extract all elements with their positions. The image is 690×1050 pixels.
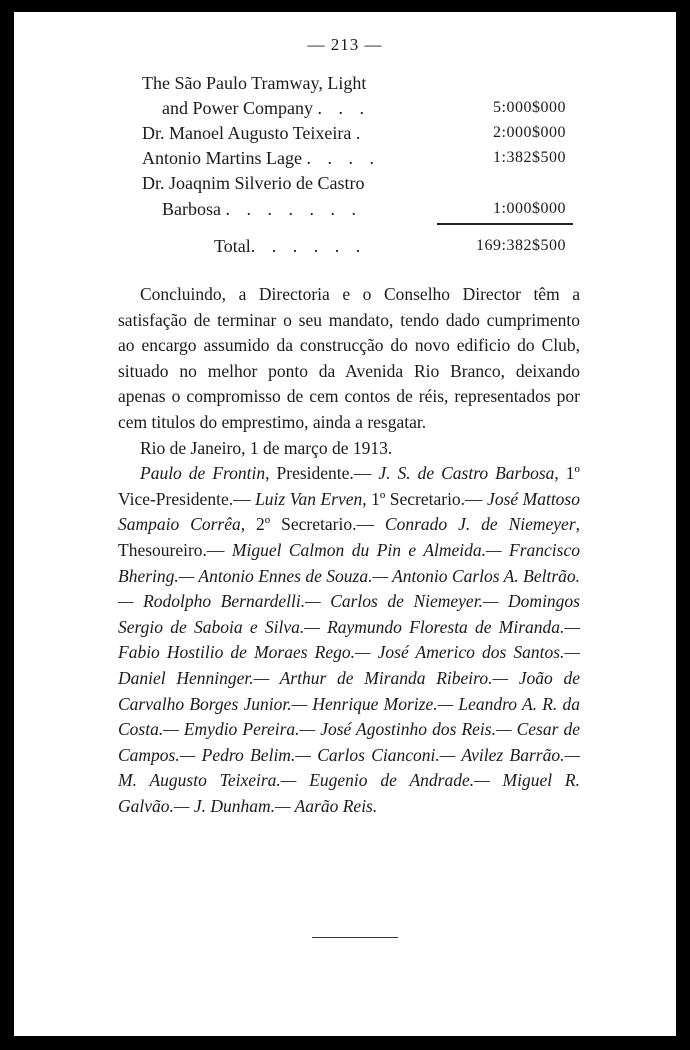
- sig-segment: , 2º Secretario.—: [240, 514, 385, 535]
- ledger-amount: 1:000$000: [493, 200, 566, 217]
- end-rule: [312, 937, 398, 938]
- ledger-row: [142, 145, 380, 171]
- ledger-name: Antonio Martins Lage: [142, 148, 302, 168]
- page-number: — 213 —: [307, 35, 383, 54]
- dateline: Rio de Janeiro, 1 de março de 1913.: [140, 437, 393, 458]
- total-amount: 169:382$500: [476, 237, 566, 254]
- sig-segment: Miguel Calmon du Pin e Almeida.— Francisco Bhering.— Antonio Ennes de Souza.— Antonio Carlos A. Beltrão.— Rodolpho Bernardelli.— Carlos de Niemeyer.— Domingos Sergio de Saboia e Silva.— Raymundo Floresta de Miranda.— Fabio Hostilio de Moraes Rego.— José Americo dos Santos.— Daniel Henninger.— Arthur de Miranda Ribeiro.— João de Carvalho Borges Junior.— Henrique Morize.— Leandro A. R. da Costa.— Emydio Pereira.— José Agostinho dos Reis.— Cesar de Campos.— Pedro Belim.— Carlos Cianconi.— Avilez Barrão.— M. Augusto Teixeira.— Eugenio de Andrade.— Miguel R. Galvão.— J. Dunham.— Aarão Reis.: [118, 539, 580, 816]
- ledger-amount: 2:000$000: [493, 124, 566, 141]
- total-row: [214, 233, 366, 259]
- signatories: [118, 461, 580, 819]
- ledger-name: Dr. Manoel Augusto Teixeira: [142, 123, 352, 143]
- ledger-name: Dr. Joaqnim Silverio de Castro: [142, 173, 365, 193]
- sig-segment: , 1º Secretario.—: [362, 488, 488, 509]
- ledger-amount: 1:382$500: [493, 149, 566, 166]
- leader-dots: . . . . . . .: [225, 199, 362, 219]
- closing-paragraph: Concluindo, a Directoria e o Conselho Director têm a satisfação de terminar o seu mandato, tendo dado cumprimento ao encargo assumido da construcção do novo edificio do Club, situado no melhor ponto da Avenida Rio Branco, deixando apenas o compromisso de cem contos de réis, representados por cem titulos do emprestimo, ainda a resgatar.: [118, 284, 580, 432]
- ledger-name: The São Paulo Tramway, Light: [142, 73, 367, 93]
- document-page: [14, 12, 676, 1036]
- leader-dots: .: [355, 123, 367, 143]
- sig-segment: , Thesoureiro.—: [118, 514, 581, 560]
- sig-segment: Luiz Van Erven: [255, 488, 363, 509]
- ledger-row: [162, 95, 370, 121]
- ledger-amount: 5:000$000: [493, 99, 566, 116]
- total-label: Total: [214, 236, 251, 256]
- sum-rule: [437, 223, 573, 225]
- ledger-name: and Power Company: [162, 98, 313, 118]
- sig-segment: J. S. de Castro Barbosa: [378, 463, 555, 484]
- sig-segment: Conrado J. de Niemeyer: [384, 514, 576, 535]
- body-text: [118, 282, 580, 819]
- sig-segment: , Presidente.—: [265, 463, 379, 484]
- sig-segment: , 1º Vice-Presidente.—: [118, 463, 580, 509]
- sig-segment: José Mattoso Sampaio Corrêa: [118, 488, 580, 535]
- ledger-name: Barbosa: [162, 199, 221, 219]
- ledger-row: [162, 196, 362, 222]
- ledger-row: [142, 70, 366, 96]
- ledger-row: [142, 120, 366, 146]
- ledger-row: [142, 170, 364, 196]
- leader-dots: . . . .: [306, 148, 380, 168]
- leader-dots: . . .: [317, 98, 370, 118]
- sig-segment: Paulo de Frontin: [140, 463, 266, 484]
- leader-dots: . . . . . .: [250, 236, 367, 256]
